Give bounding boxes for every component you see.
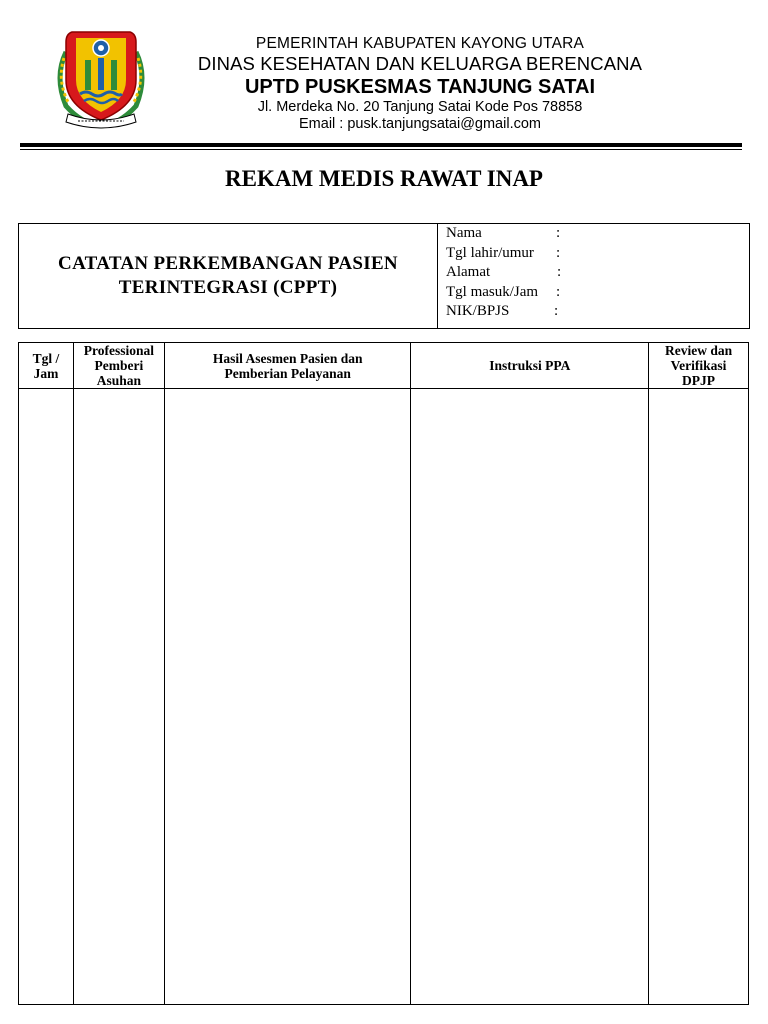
field-colon: : (557, 264, 562, 280)
field-colon: : (556, 244, 561, 261)
table-row (19, 389, 749, 1005)
field-label: Tgl masuk/Jam (446, 283, 539, 300)
column-header-hasil-asesmen: Hasil Asesmen Pasien dan Pemberian Pelayanan (164, 343, 411, 389)
cell-professional[interactable] (73, 389, 164, 1005)
cppt-table (18, 342, 749, 1005)
letterhead (170, 34, 670, 133)
patient-identity-fields (446, 224, 746, 322)
cell-instruksi-ppa[interactable] (411, 389, 649, 1005)
letterhead-divider-thick (20, 143, 742, 147)
field-colon: : (554, 303, 559, 319)
field-colon: : (556, 225, 561, 241)
form-heading-line1: CATATAN PERKEMBANGAN PASIEN (58, 253, 398, 274)
form-heading-line2: TERINTEGRASI (CPPT) (118, 277, 338, 298)
field-label: Nama (446, 225, 482, 241)
table-header-row (19, 343, 749, 389)
regency-emblem-logo (52, 22, 150, 130)
field-label: Alamat (446, 264, 491, 280)
department-name: DINAS KESEHATAN DAN KELUARGA BERENCANA (197, 53, 643, 74)
column-header-review-dpjp: Review dan Verifikasi DPJP (649, 343, 749, 389)
column-header-instruksi-ppa: Instruksi PPA (411, 343, 649, 389)
field-alamat[interactable] (446, 263, 746, 283)
column-header-professional: Professional Pemberi Asuhan (73, 343, 164, 389)
institution-name: UPTD PUSKESMAS TANJUNG SATAI (244, 76, 596, 98)
cell-review-dpjp[interactable] (649, 389, 749, 1005)
field-tgl-masuk-jam[interactable] (446, 283, 746, 303)
institution-email: Email : pusk.tanjungsatai@gmail.com (299, 116, 541, 132)
form-heading (19, 224, 438, 328)
field-nik-bpjs[interactable] (446, 302, 746, 322)
field-label: Tgl lahir/umur (446, 244, 534, 261)
field-label: NIK/BPJS (446, 303, 510, 319)
government-name: PEMERINTAH KABUPATEN KAYONG UTARA (255, 35, 585, 52)
cell-hasil-asesmen[interactable] (164, 389, 411, 1005)
patient-info-box (18, 223, 750, 329)
field-tgl-lahir-umur[interactable] (446, 244, 746, 264)
document-title: REKAM MEDIS RAWAT INAP (225, 166, 543, 191)
column-header-tgl-jam: Tgl / Jam (19, 343, 74, 389)
field-colon: : (556, 283, 561, 300)
institution-address: Jl. Merdeka No. 20 Tanjung Satai Kode Pos 78858 (257, 99, 583, 115)
field-nama[interactable] (446, 224, 746, 244)
kayong-utara-regency-emblem-icon (52, 22, 150, 130)
letterhead-divider-thin (20, 149, 742, 150)
cell-tgl-jam[interactable] (19, 389, 74, 1005)
